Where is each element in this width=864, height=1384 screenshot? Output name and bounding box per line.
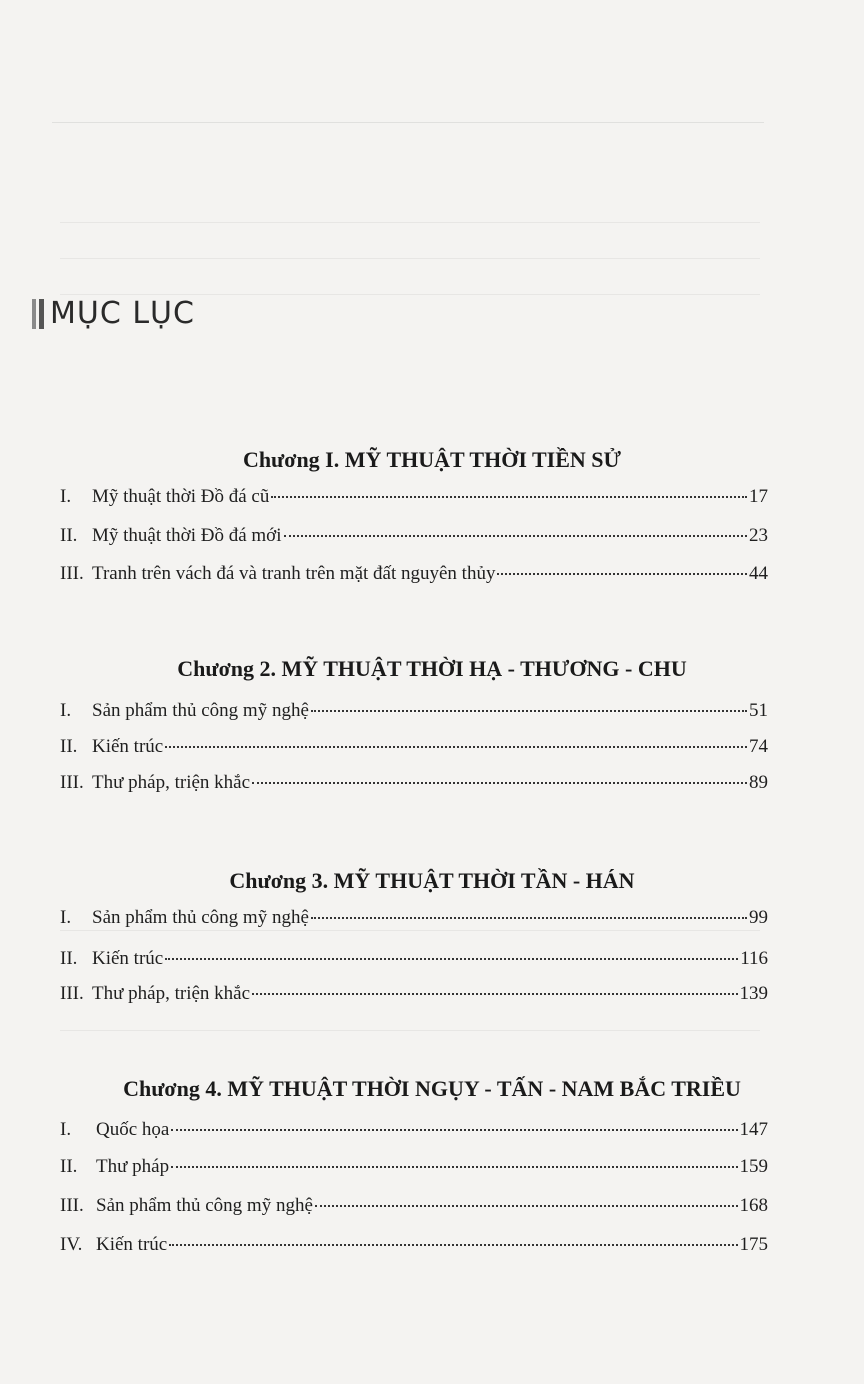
entry-label: Sản phẩm thủ công mỹ nghệ: [92, 907, 309, 928]
toc-entry[interactable]: [60, 736, 768, 766]
dot-leader: [497, 573, 747, 575]
toc-entry[interactable]: [60, 983, 768, 1013]
toc-entry[interactable]: [60, 1195, 768, 1225]
entry-page-number: 147: [739, 1119, 768, 1140]
entry-number: I.: [60, 700, 72, 721]
entry-label: Thư pháp, triện khắc: [92, 772, 251, 793]
dot-leader: [169, 1244, 737, 1246]
entry-number: III.: [60, 1195, 84, 1216]
entry-number: III.: [60, 983, 84, 1004]
entry-number: I.: [60, 1119, 72, 1140]
entry-page-number: 175: [739, 1234, 768, 1255]
entry-page-number: 89: [749, 772, 768, 793]
entry-page-number: 44: [749, 563, 768, 584]
toc-entry[interactable]: [60, 1156, 768, 1186]
chapter-title: Chương I. MỸ THUẬT THỜI TIỀN SỬ: [242, 447, 622, 472]
entry-page-number: 74: [749, 736, 768, 757]
entry-number: II.: [60, 525, 78, 546]
bleed-through-line: [60, 258, 760, 259]
bleed-through-line: [60, 294, 760, 295]
toc-entry[interactable]: [60, 772, 768, 802]
toc-heading: [32, 296, 195, 331]
dot-leader: [311, 917, 747, 919]
chapter-title: Chương 2. MỸ THUẬT THỜI HẠ - THƯƠNG - CHU: [177, 656, 687, 681]
entry-page-number: 168: [739, 1195, 768, 1216]
toc-entry[interactable]: [60, 907, 768, 937]
toc-entry[interactable]: [60, 700, 768, 730]
entry-number: III.: [60, 563, 84, 584]
toc-entry[interactable]: [60, 948, 768, 978]
entry-number: I.: [60, 486, 72, 507]
entry-label: Mỹ thuật thời Đồ đá mới: [92, 525, 282, 546]
toc-entry[interactable]: [60, 486, 768, 516]
entry-label: Kiến trúc: [92, 948, 164, 969]
entry-label: Sản phẩm thủ công mỹ nghệ: [96, 1195, 313, 1216]
dot-leader: [252, 993, 737, 995]
entry-label: Thư pháp, triện khắc: [92, 983, 251, 1004]
entry-number: II.: [60, 948, 78, 969]
entry-number: IV.: [60, 1234, 83, 1255]
bleed-through-line: [60, 222, 760, 223]
entry-number: I.: [60, 907, 72, 928]
entry-number: III.: [60, 772, 84, 793]
entry-page-number: 139: [739, 983, 768, 1004]
dot-leader: [311, 710, 747, 712]
entry-label: Quốc họa: [96, 1119, 170, 1140]
dot-leader: [284, 535, 748, 537]
toc-entry[interactable]: [60, 525, 768, 555]
entry-page-number: 159: [739, 1156, 768, 1177]
bleed-through-line: [60, 1030, 760, 1031]
toc-entry[interactable]: [60, 1119, 768, 1149]
entry-label: Kiến trúc: [92, 736, 164, 757]
entry-page-number: 23: [749, 525, 768, 546]
entry-label: Tranh trên vách đá và tranh trên mặt đất nguyên thủy: [92, 563, 496, 584]
entry-label: Kiến trúc: [96, 1234, 168, 1255]
toc-title: MỤC LỤC: [50, 296, 195, 331]
bleed-through-rule: [52, 122, 764, 123]
entry-label: Sản phẩm thủ công mỹ nghệ: [92, 700, 309, 721]
entry-number: II.: [60, 1156, 78, 1177]
dot-leader: [171, 1129, 737, 1131]
dot-leader: [252, 782, 747, 784]
dot-leader: [271, 496, 747, 498]
chapter-title: Chương 3. MỸ THUẬT THỜI TẦN - HÁN: [229, 868, 635, 893]
entry-page-number: 116: [740, 948, 768, 969]
entry-number: II.: [60, 736, 78, 757]
entry-label: Mỹ thuật thời Đồ đá cũ: [92, 486, 270, 507]
chapter-title: Chương 4. MỸ THUẬT THỜI NGỤY - TẤN - NAM BẮC TRIỀU: [123, 1076, 741, 1101]
dot-leader: [171, 1166, 737, 1168]
toc-entry[interactable]: [60, 563, 768, 593]
dot-leader: [315, 1205, 738, 1207]
toc-entry[interactable]: [60, 1234, 768, 1264]
entry-page-number: 99: [749, 907, 768, 928]
heading-bars-decoration: [32, 299, 44, 329]
entry-page-number: 17: [749, 486, 768, 507]
entry-page-number: 51: [749, 700, 768, 721]
dot-leader: [165, 958, 738, 960]
entry-label: Thư pháp: [96, 1156, 170, 1177]
dot-leader: [165, 746, 747, 748]
